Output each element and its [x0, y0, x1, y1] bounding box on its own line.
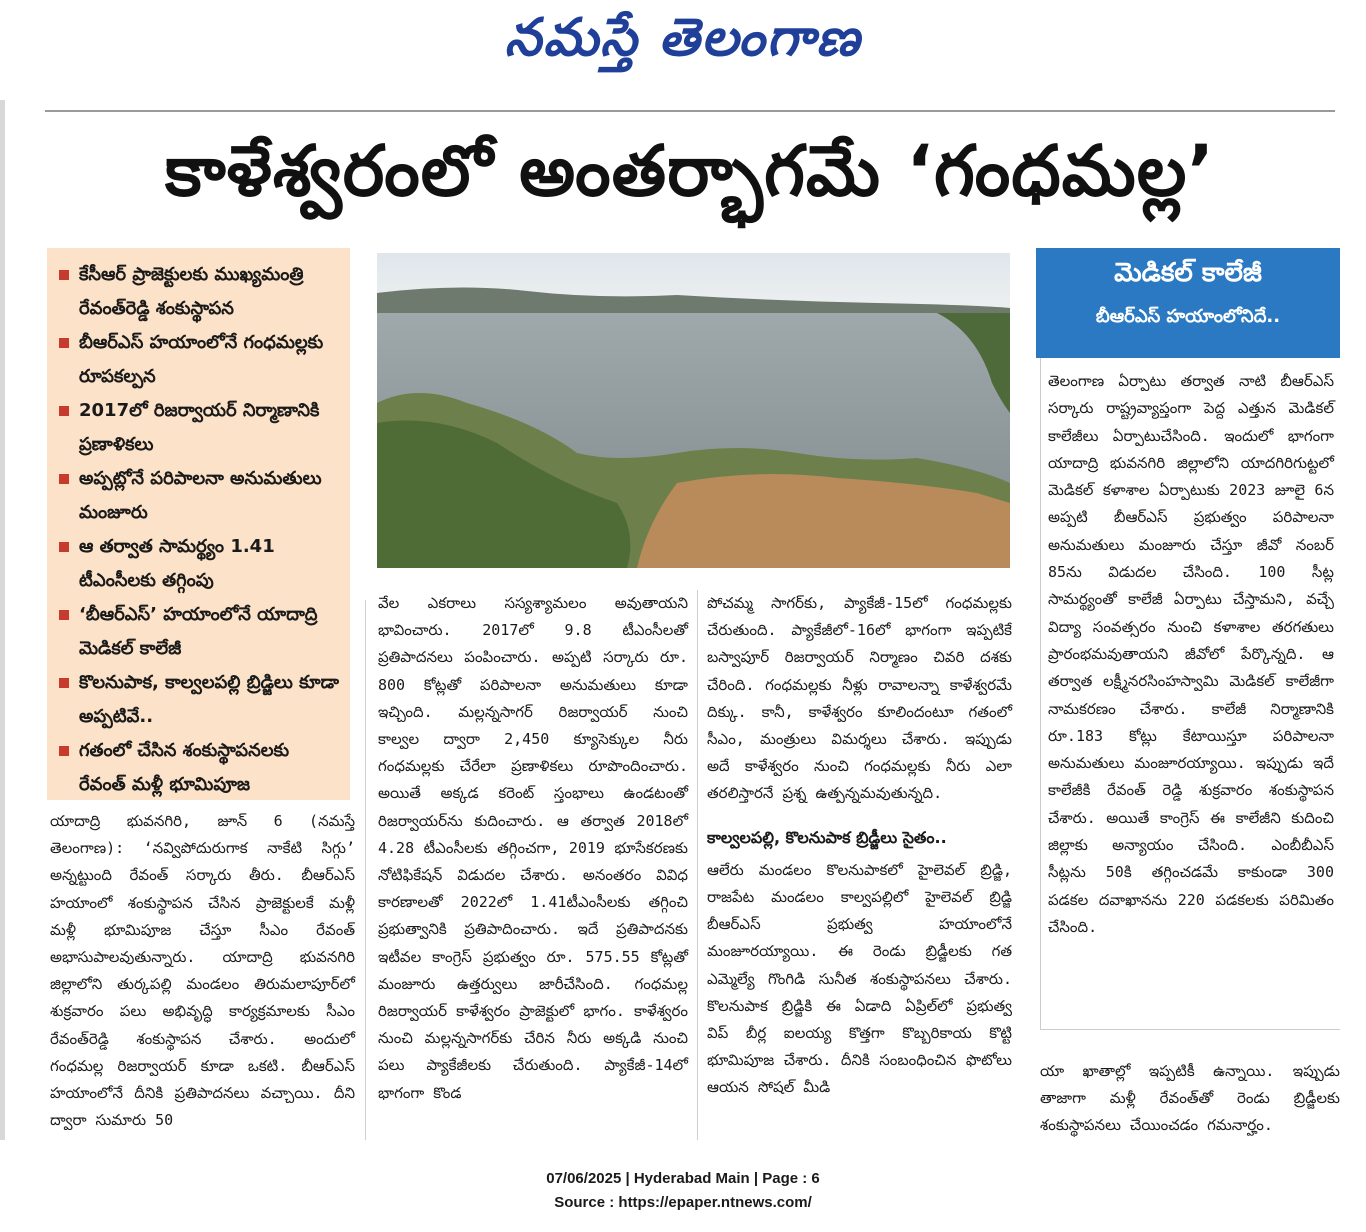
reservoir-photo — [377, 253, 1010, 568]
sidebar-header — [1036, 248, 1340, 358]
highlight-item: గతంలో చేసిన శంకుస్థాపనలకు రేవంత్ మళ్లీ భూమిపూజ — [57, 734, 340, 802]
article-paragraph: యాదాద్రి భువనగిరి, జూన్ 6 (నమస్తే తెలంగాణ): ‘నవ్విపోదురుగాక నాకేటి సిగ్గు’ అన్నట్టుంది రేవంత్ సర్కారు తీరు. బీఆర్ఎస్ హయాంలో శంకుస్థాపన చేసిన ప్రాజెక్టులకే మళ్లీ మళ్లీ భూమిపూజ చేస్తూ సీఎం రేవంత్ అభాసుపాలవుతున్నారు. యాదాద్రి భువనగిరి జిల్లాలోని తుర్కపల్లి మండలం తిరుమలాపూర్‌లో శుక్రవారం పలు అభివృద్ధి కార్యక్రమాలకు సీఎం రేవంత్‌రెడ్డి శంకుస్థాపన చేశారు. అందులో గంధమల్ల రిజర్వాయర్ కూడా ఒకటి. బీఆర్ఎస్ హయాంలోనే దీనికి ప్రతిపాదనలు వచ్చాయి. దీని ద్వారా సుమారు 50 — [50, 812, 355, 1130]
article-column-4 — [1040, 1058, 1340, 1140]
highlight-item: ‘బీఆర్ఎస్’ హయాంలోనే యాదాద్రి మెడికల్ కాలేజీ — [57, 598, 340, 666]
highlight-item: ఆ తర్వాత సామర్థ్యం 1.41 టీఎంసీలకు తగ్గింపు — [57, 530, 340, 598]
sidebar-body: తెలంగాణ ఏర్పాటు తర్వాత నాటి బీఆర్ఎస్ సర్కారు రాష్ట్రవ్యాప్తంగా పెద్ద ఎత్తున మెడికల్ కాలేజీలు ఏర్పాటుచేసింది. ఇందులో భాగంగా యాదాద్రి భువనగిరి జిల్లాలోని యాదగిరిగుట్టలో మెడికల్ కళాశాల ఏర్పాటుకు 2023 జూలై 6న అప్పటి బీఆర్ఎస్ ప్రభుత్వం పరిపాలనా అనుమతులు మంజూరు చేస్తూ జీవో నంబర్ 85ను విడుదల చేసింది. 100 సీట్ల సామర్థ్యంతో కాలేజీ ఏర్పాటు చేస్తామని, వచ్చే విద్యా సంవత్సరం నుంచి కళాశాల తరగతులు ప్రారంభమవుతాయని జీవోలో పేర్కొన్నది. ఆ తర్వాత లక్ష్మీనరసింహస్వామి మెడికల్ కాలేజీగా నామకరణం చేశారు. కాలేజీ నిర్మాణానికి రూ.183 కోట్లు కేటాయిస్తూ పరిపాలనా అనుమతులు మంజూరయ్యాయి. ఇప్పుడు ఇదే కాలేజీకి రేవంత్ రెడ్డి శుక్రవారం శంకుస్థాపన చేశారు. అయితే కాంగ్రెస్ ఈ కాలేజీని కుదించి జిల్లాకు అన్యాయం చేసింది. ఎంబీబీఎస్ సీట్లను 50కి తగ్గించడమే కాకుండా 300 పడకల దవాఖానను 220 పడకలకు పరిమితం చేసింది. — [1048, 372, 1334, 936]
footer-date-line: 07/06/2025 | Hyderabad Main | Page : 6 — [546, 1170, 820, 1187]
highlight-item: కేసీఆర్ ప్రాజెక్టులకు ముఖ్యమంత్రి రేవంత్‌రెడ్డి శంకుస్థాపన — [57, 258, 340, 326]
article-paragraph: వేల ఎకరాలు సస్యశ్యామలం అవుతాయని భావించారు. 2017లో 9.8 టీఎంసీలతో ప్రతిపాదనలు పంపించారు. అప్పటి సర్కారు రూ. 800 కోట్లతో పరిపాలనా అనుమతులు కూడా ఇచ్చింది. మల్లన్నసాగర్ రిజర్వాయర్ నుంచి కాల్వల ద్వారా 2,450 క్యూసెక్కుల నీరు గంధమల్లకు చేరేలా ప్రణాళికలు రూపొందించారు. అయితే అక్కడ కరెంట్ స్తంభాలు ఉండటంతో రిజర్వాయర్‌ను కుదించారు. ఆ తర్వాత 2018లో 4.28 టీఎంసీలకు తగ్గించగా, 2019 భూసేకరణకు నోటిఫికేషన్ విడుదల చేశారు. అనంతరం వివిధ కారణాలతో 2022లో 1.41టీఎంసీలకు తగ్గించి ప్రభుత్వానికి ప్రతిపాదించారు. ఇదే ప్రతిపాదనకు ఇటీవల కాంగ్రెస్ ప్రభుత్వం రూ. 575.55 కోట్లతో మంజూరు ఉత్తర్వులు జారీచేసింది. గంధమల్ల రిజర్వాయర్ కాళేశ్వరం ప్రాజెక్టులో భాగం. కాళేశ్వరం నుంచి మల్లన్నసాగర్‌కు చేరిన నీరు అక్కడి నుంచి పలు ప్యాకేజీలకు చేరుతుంది. ప్యాకేజీ-14లో భాగంగా కొండ — [378, 594, 688, 1102]
article-paragraph: ఆలేరు మండలం కొలనుపాకలో హైలెవల్ బ్రిడ్జి, రాజపేట మండలం కాల్వపల్లిలో హైలెవల్ బ్రిడ్జి బీఆర్ఎస్ ప్రభుత్వ హయాంలోనే మంజూరయ్యాయి. ఈ రెండు బ్రిడ్జీలకు గత ఎమ్మెల్యే గొంగిడి సునీత శంకుస్థాపనలు చేశారు. కొలనుపాక బ్రిడ్జికి ఈ ఏడాది ఏప్రిల్‌లో ప్రభుత్వ విప్ బీర్ల ఐలయ్య కొత్తగా కొబ్బరికాయ కొట్టి భూమిపూజ చేశారు. దీనికి సంబంధించిన ఫొటోలు ఆయన సోషల్ మీడి — [707, 860, 1012, 1097]
reservoir-photo-image — [377, 253, 1010, 568]
column-divider — [697, 590, 698, 1140]
article-column-2 — [378, 590, 688, 1107]
highlight-item: బీఆర్ఎస్ హయాంలోనే గంధమల్లకు రూపకల్పన — [57, 326, 340, 394]
sidebar-subtitle: బీఆర్ఎస్ హయాంలోనిదే.. — [1095, 306, 1281, 327]
masthead-rule — [45, 110, 1335, 112]
footer-source-link[interactable]: Source : https://epaper.ntnews.com/ — [554, 1194, 812, 1211]
highlights-list — [57, 258, 340, 802]
column-divider — [365, 600, 366, 1140]
highlight-item: కొలనుపాక, కాల్వలపల్లి బ్రిడ్జిలు కూడా అప్పటివే.. — [57, 666, 340, 734]
subheading: కాల్వలపల్లి, కొలనుపాక బ్రిడ్జీలు సైతం.. — [707, 827, 947, 847]
article-column-3 — [707, 590, 1012, 1102]
masthead-logo: నమస్తే తెలంగాణ — [504, 8, 862, 68]
highlight-item: అప్పట్లోనే పరిపాలనా అనుమతులు మంజూరు — [57, 462, 340, 530]
article-column-1 — [50, 808, 355, 1134]
highlight-item: 2017లో రిజర్వాయర్ నిర్మాణానికి ప్రణాళికలు — [57, 394, 340, 462]
highlights-box — [47, 248, 350, 800]
article-paragraph: యా ఖాతాల్లో ఇప్పటికీ ఉన్నాయి. ఇప్పుడు తాజాగా మళ్లీ రేవంత్‌తో రెండు బ్రిడ్జీలకు శంకుస్థాపనలు చేయించడం గమనార్హం. — [1040, 1062, 1340, 1135]
headline: కాళేశ్వరంలో అంతర్భాగమే ‘గంధమల్ల’ — [165, 130, 1215, 212]
sidebar-title: మెడికల్ కాలేజీ — [1114, 258, 1262, 288]
page-edge-shadow — [0, 100, 5, 1140]
article-paragraph: పోచమ్మ సాగర్‌కు, ప్యాకేజీ-15లో గంధమల్లకు చేరుతుంది. ప్యాకేజీలో-16లో భాగంగా ఇప్పటికే బస్వాపూర్ రిజర్వాయర్ నిర్మాణం చివరి దశకు చేరింది. గంధమల్లకు నీళ్లు రావాలన్నా కాళేశ్వరమే దిక్కు. కానీ, కాళేశ్వరం కూలిందంటూ గతంలో సీఎం, మంత్రులు విమర్శలు చేశారు. ఇప్పుడు అదే కాళేశ్వరం నుంచి గంధమల్లకు నీరు ఎలా తరలిస్తారనే ప్రశ్న ఉత్పన్నమవుతున్నది. — [707, 594, 1012, 803]
